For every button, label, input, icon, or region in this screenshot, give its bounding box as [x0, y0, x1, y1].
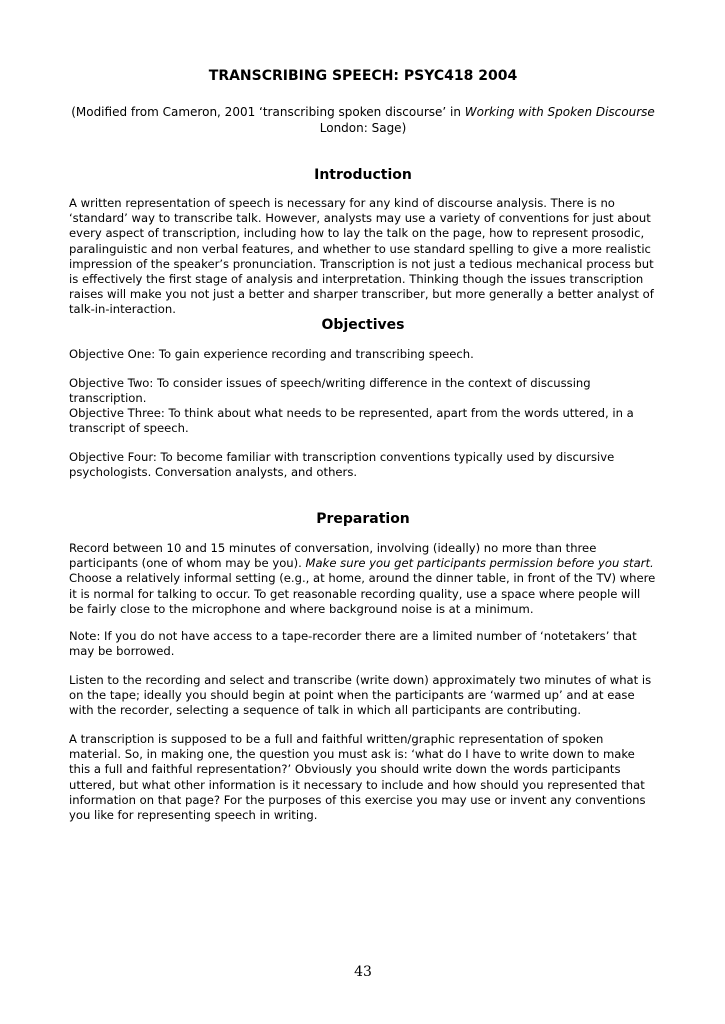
preparation-paragraph-3: Listen to the recording and select and transcribe (write down) approximately two minutes of what is on the tape; ideally you should begin at point when the participants are ‘warmed up’ and at ease with the recorder, selecting a sequence of talk in which all participants are contributing.	[69, 673, 652, 718]
preparation-heading: Preparation	[316, 511, 410, 527]
preparation-paragraph-1	[69, 541, 657, 617]
introduction-heading: Introduction	[314, 167, 412, 183]
objective-three: Objective Three: To think about what needs to be represented, apart from the words uttered, in a transcript of speech.	[69, 406, 634, 436]
document-title: TRANSCRIBING SPEECH: PSYC418 2004	[208, 68, 518, 84]
objective-two: Objective Two: To consider issues of speech/writing difference in the context of discussing transcription.	[69, 376, 591, 406]
objectives-heading: Objectives	[321, 317, 405, 333]
introduction-paragraph: A written representation of speech is necessary for any kind of discourse analysis. There is no ‘standard’ way to transcribe talk. However, analysts may use a variety of conventions for just about every aspect of transcription, including how to lay the talk on the page, how to represent prosodic, paralinguistic and non verbal features, and whether to use standard spelling to give a more realistic impression of the speaker’s pronunciation. Transcription is not just a tedious mechanical process but is effectively the first stage of analysis and interpretation. Thinking though the issues transcription raises will make you not just a better and sharper transcriber, but more generally a better analyst of talk-in-interaction.	[69, 196, 654, 317]
prep-p1-italic: Make sure you get participants permission before you start.	[305, 556, 654, 571]
preparation-note: Note: If you do not have access to a tape-recorder there are a limited number of ‘notetakers’ that may be borrowed.	[69, 629, 637, 659]
source-citation	[69, 104, 657, 136]
page-number: 43	[354, 964, 372, 980]
citation-suffix: London: Sage)	[319, 121, 407, 135]
objective-four: Objective Four: To become familiar with transcription conventions typically used by discursive psychologists. Conversation analysts, and others.	[69, 450, 615, 480]
prep-p1-after: Choose a relatively informal setting (e.g., at home, around the dinner table, in front of the TV) where it is normal for talking to occur. To get reasonable recording quality, use a space where people will be fairly close to the microphone and where background noise is at a minimum.	[69, 571, 656, 616]
preparation-paragraph-4: A transcription is supposed to be a full and faithful written/graphic representation of spoken material. So, in making one, the question you must ask is: ‘what do I have to write down to make this a full and faithful representation?’ Obviously you should write down the words participants uttered, but what other information is it necessary to include and how should you represented that information on that page? For the purposes of this exercise you may use or invent any conventions you like for representing speech in writing.	[69, 732, 646, 823]
citation-prefix: (Modified from Cameron, 2001 ‘transcribing spoken discourse’ in	[71, 105, 465, 119]
prep-p1-before: Record between 10 and 15 minutes of conversation, involving (ideally) no more than three participants (one of whom may be you).	[69, 541, 597, 571]
objective-one: Objective One: To gain experience recording and transcribing speech.	[69, 347, 474, 361]
citation-book-title: Working with Spoken Discourse	[464, 105, 655, 119]
